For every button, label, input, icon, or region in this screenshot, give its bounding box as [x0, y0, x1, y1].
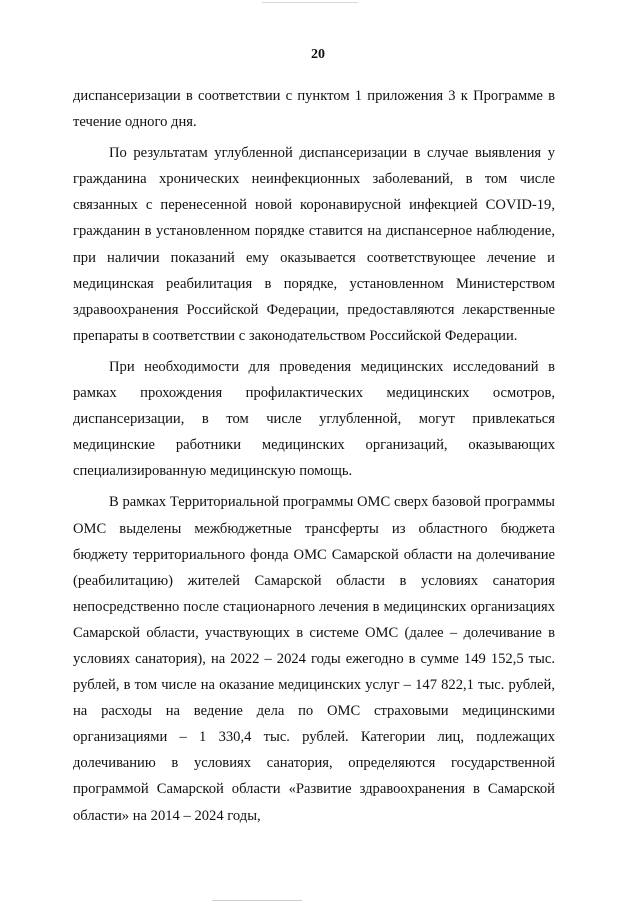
scan-edge-top: [262, 2, 358, 3]
document-body: [73, 83, 555, 834]
paragraph-continuation: диспансеризации в соответствии с пунктом 1 приложения 3 к Программе в течение одного дня.: [73, 88, 555, 131]
paragraph-interbudget-transfers: В рамках Территориальной программы ОМС сверх базовой программы ОМС выделены межбюджетные трансферты из областного бюджета бюджету территориального фонда ОМС Самарской области на долечивание (реабилитацию) жителей Самарской области в условиях санатория непосредственно после стационарного лечения в медицинских организациях Самарской области, участвующих в системе ОМС (далее – долечивание в условиях санатория), на 2022 – 2024 годы ежегодно в сумме 149 152,5 тыс. рублей, в том числе на оказание медицинских услуг – 147 822,1 тыс. рублей, на расходы на ведение дела по ОМС страховыми медицинскими организациями – 1 330,4 тыс. рублей. Категории лиц, подлежащих долечиванию в условиях санатория, определяются государственной программой Самарской области «Развитие здравоохранения в Самарской области» на 2014 – 2024 годы,: [73, 494, 555, 824]
scan-edge-bottom: [212, 900, 302, 901]
paragraph-dispensary-observation: По результатам углубленной диспансеризации в случае выявления у гражданина хронических неинфекционных заболеваний, в том числе связанных с перенесенной новой коронавирусной инфекцией COVID-19, гражданин в установленном порядке ставится на диспансерное наблюдение, при наличии показаний ему оказывается соответствующее лечение и медицинская реабилитация в порядке, установленном Министерством здравоохранения Российской Федерации, предоставляются лекарственные препараты в соответствии с законодательством Российской Федерации.: [73, 145, 555, 344]
page-number: 20: [311, 47, 325, 62]
paragraph-medical-workers: При необходимости для проведения медицинских исследований в рамках прохождения профилактических медицинских осмотров, диспансеризации, в том числе углубленной, могут привлекаться медицинские работники медицинских организаций, оказывающих специализированную медицинскую помощь.: [73, 358, 555, 480]
